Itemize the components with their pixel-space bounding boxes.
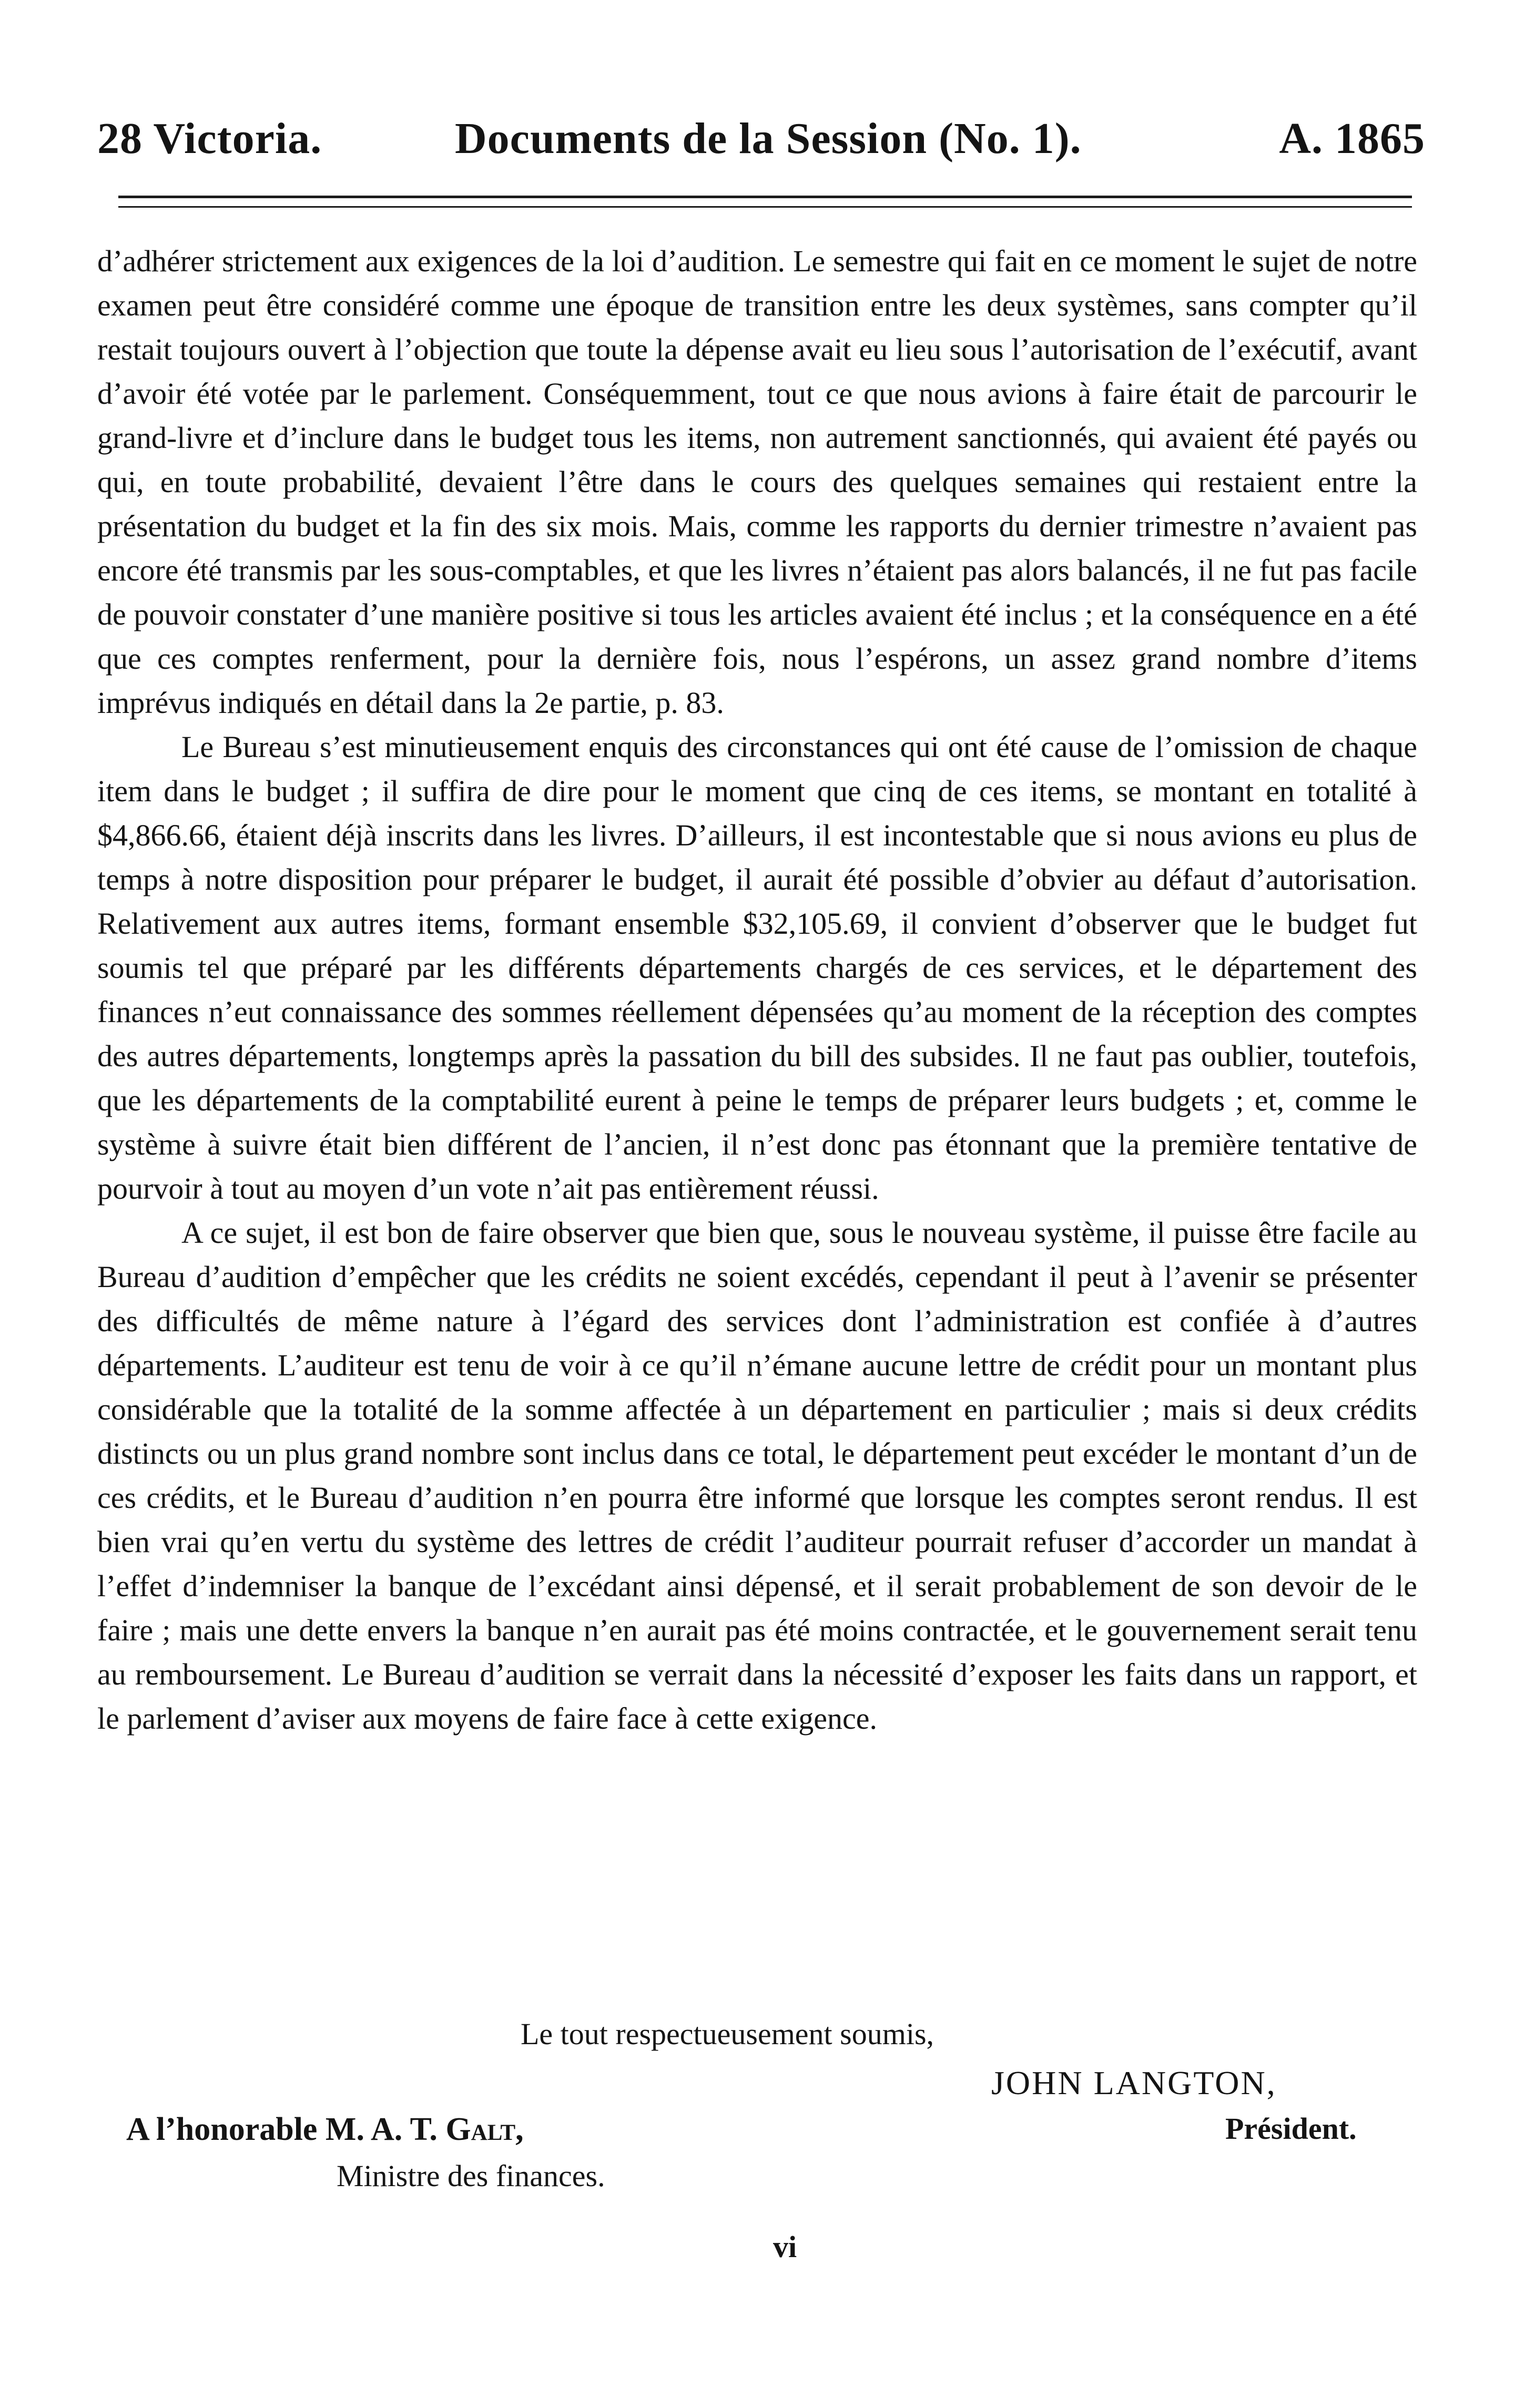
addressee xyxy=(126,2111,524,2148)
page-number: vi xyxy=(773,2230,797,2264)
signatory-name: JOHN LANGTON, xyxy=(991,2064,1277,2101)
header-rule-thick xyxy=(118,196,1412,198)
closing-formula: Le tout respectueusement soumis, xyxy=(521,2017,934,2051)
addressee-suffix: , xyxy=(515,2111,524,2147)
header-title: Documents de la Session (No. 1). xyxy=(455,114,1082,163)
addressee-office: Ministre des finances. xyxy=(337,2159,605,2193)
paragraph-omissions: Le Bureau s’est minutieusement enquis des circonstances qui ont été cause de l’omission de chaque item dans le budget ; il suffira de dire pour le moment que cinq de ces items, se montant en totalité à $4,866.66, étaient déjà inscrits dans les livres. D’ailleurs, il est incontestable que si nous avions eu plus de temps à notre disposition pour préparer le budget, il aurait été possible d’obvier au défaut d’autorisation. Relativement aux autres items, formant ensemble $32,105.69, il convient d’observer que le budget fut soumis tel que préparé par les différents départements chargés de ces services, et le département des finances n’eut connaissance des sommes réellement dépensées qu’au moment de la réception des comptes des autres départements, longtemps après la passation du bill des subsides. Il ne faut pas oublier, toutefois, que les départements de la comptabilité eurent à peine le temps de préparer leurs budgets ; et, comme le système à suivre était bien différent de l’ancien, il n’est donc pas étonnant que la première tentative de pourvoir à tout au moyen d’un vote n’ait pas entièrement réussi. xyxy=(97,730,1417,1206)
paragraph-continuation: d’adhérer strictement aux exigences de la loi d’audition. Le semestre qui fait en ce moment le sujet de notre examen peut être considéré comme une époque de transition entre les deux systèmes, sans compter qu’il restait toujours ouvert à l’objection que toute la dépense avait eu lieu sous l’autorisation de l’exécutif, avant d’avoir été votée par le parlement. Conséquemment, tout ce que nous avions à faire était de parcourir le grand-livre et d’inclure dans le budget tous les items, non autrement sanctionnés, qui avaient été payés ou qui, en toute probabilité, devaient l’être dans le cours des quelques semaines qui restaient entre la présentation du budget et la fin des six mois. Mais, comme les rapports du dernier trimestre n’avaient pas encore été transmis par les sous-comptables, et que les livres n’étaient pas alors balancés, il ne fut pas facile de pouvoir constater d’une manière positive si tous les articles avaient été inclus ; et la conséquence en a été que ces comptes renferment, pour la dernière fois, nous l’espérons, un assez grand nombre d’items imprévus indiqués en détail dans la 2e partie, p. 83. xyxy=(97,244,1417,720)
addressee-name: Galt xyxy=(445,2111,516,2147)
report-body xyxy=(97,239,1417,1741)
header-rule-thin xyxy=(118,206,1412,208)
signatory-title: Président. xyxy=(1225,2111,1357,2146)
paragraph-new-system: A ce sujet, il est bon de faire observer que bien que, sous le nouveau système, il puisse être facile au Bureau d’audition d’empêcher que les crédits ne soient excédés, cependant il peut à l’avenir se présenter des difficultés de même nature à l’égard des services dont l’administration est confiée à d’autres départements. L’auditeur est tenu de voir à ce qu’il n’émane aucune lettre de crédit pour un montant plus considérable que la totalité de la somme affectée à un département en particulier ; mais si deux crédits distincts ou un plus grand nombre sont inclus dans ce total, le département peut excéder le montant d’un de ces crédits, et le Bureau d’audition n’en pourra être informé que lorsque les comptes seront rendus. Il est bien vrai qu’en vertu du système des lettres de crédit l’auditeur pourrait refuser d’accorder un mandat à l’effet d’indemniser la banque de l’excédant ainsi dépensé, et il serait probablement de son devoir de le faire ; mais une dette envers la banque n’en aurait pas été moins contractée, et le gouvernement serait tenu au remboursement. Le Bureau d’audition se verrait dans la nécessité d’exposer les faits dans un rapport, et le parlement d’aviser aux moyens de faire face à cette exigence. xyxy=(97,1216,1417,1736)
header-year: A. 1865 xyxy=(1279,114,1425,163)
addressee-prefix: A l’honorable M. A. T. xyxy=(126,2111,446,2147)
header-regnal-year: 28 Victoria. xyxy=(97,114,322,163)
running-header xyxy=(97,113,1425,176)
